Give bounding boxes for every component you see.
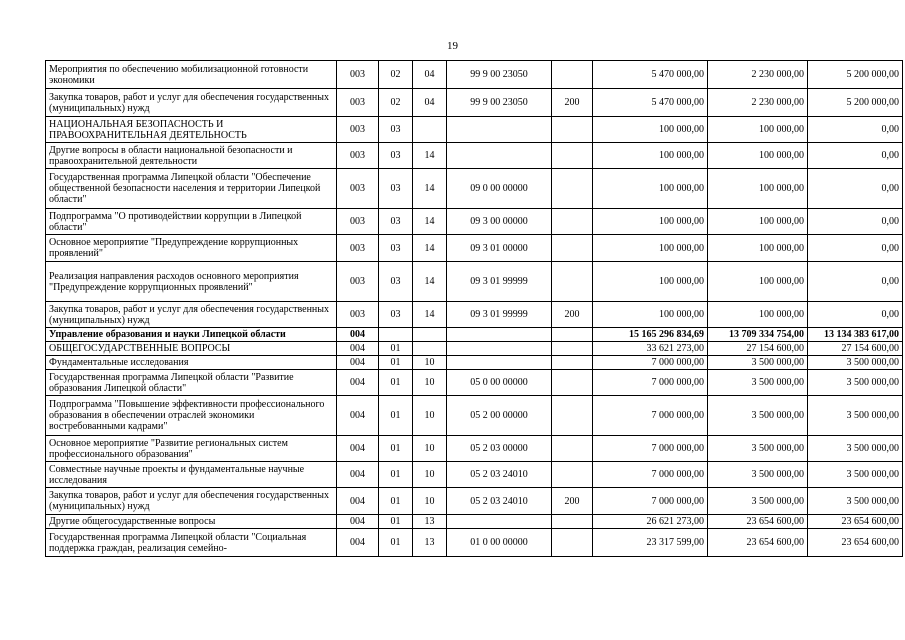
cell-pr <box>413 117 447 143</box>
cell-rz: 02 <box>379 61 413 89</box>
cell-sum-2019: 100 000,00 <box>593 302 708 328</box>
cell-sum-2021: 5 200 000,00 <box>808 89 903 117</box>
cell-rz: 01 <box>379 515 413 529</box>
cell-sum-2020: 2 230 000,00 <box>708 89 808 117</box>
cell-sum-2020: 23 654 600,00 <box>708 515 808 529</box>
cell-csr: 99 9 00 23050 <box>447 89 552 117</box>
cell-vr <box>552 143 593 169</box>
cell-gr: 003 <box>337 169 379 209</box>
cell-vr <box>552 529 593 557</box>
cell-gr: 004 <box>337 342 379 356</box>
cell-pr: 10 <box>413 370 447 396</box>
cell-sum-2021: 3 500 000,00 <box>808 396 903 436</box>
cell-sum-2021: 5 200 000,00 <box>808 61 903 89</box>
row-name: Подпрограмма "Повышение эффективности профессионального образования в обеспечении отраслей экономики востребованными кадрами" <box>46 396 337 436</box>
cell-sum-2019: 7 000 000,00 <box>593 488 708 515</box>
cell-gr: 004 <box>337 462 379 488</box>
row-name: Управление образования и науки Липецкой области <box>46 328 337 342</box>
table-row <box>46 169 903 209</box>
table-row <box>46 89 903 117</box>
cell-sum-2019: 100 000,00 <box>593 262 708 302</box>
row-name: Закупка товаров, работ и услуг для обеспечения государственных (муниципальных) нужд <box>46 89 337 117</box>
cell-pr: 13 <box>413 529 447 557</box>
table-row <box>46 436 903 462</box>
cell-sum-2021: 3 500 000,00 <box>808 356 903 370</box>
cell-vr <box>552 117 593 143</box>
cell-gr: 004 <box>337 488 379 515</box>
cell-vr <box>552 515 593 529</box>
cell-sum-2019: 15 165 296 834,69 <box>593 328 708 342</box>
cell-pr: 04 <box>413 89 447 117</box>
cell-rz: 03 <box>379 209 413 235</box>
table-row <box>46 356 903 370</box>
page-number: 19 <box>447 40 458 52</box>
cell-csr: 99 9 00 23050 <box>447 61 552 89</box>
row-name: Мероприятия по обеспечению мобилизационной готовности экономики <box>46 61 337 89</box>
cell-csr: 09 0 00 00000 <box>447 169 552 209</box>
cell-sum-2019: 23 317 599,00 <box>593 529 708 557</box>
row-name: Другие общегосударственные вопросы <box>46 515 337 529</box>
cell-sum-2021: 23 654 600,00 <box>808 529 903 557</box>
cell-vr <box>552 262 593 302</box>
row-name: Основное мероприятие "Предупреждение коррупционных проявлений" <box>46 235 337 262</box>
cell-sum-2020: 100 000,00 <box>708 209 808 235</box>
cell-sum-2020: 3 500 000,00 <box>708 436 808 462</box>
cell-csr: 09 3 00 00000 <box>447 209 552 235</box>
cell-rz: 01 <box>379 488 413 515</box>
row-name: Реализация направления расходов основного мероприятия "Предупреждение коррупционных проявлений" <box>46 262 337 302</box>
table-row <box>46 302 903 328</box>
cell-sum-2020: 100 000,00 <box>708 302 808 328</box>
cell-sum-2020: 100 000,00 <box>708 235 808 262</box>
cell-vr <box>552 169 593 209</box>
cell-pr: 10 <box>413 488 447 515</box>
cell-vr: 200 <box>552 488 593 515</box>
cell-csr: 05 2 03 00000 <box>447 436 552 462</box>
cell-gr: 004 <box>337 370 379 396</box>
cell-sum-2019: 7 000 000,00 <box>593 396 708 436</box>
cell-vr <box>552 356 593 370</box>
cell-rz: 03 <box>379 235 413 262</box>
cell-pr: 10 <box>413 356 447 370</box>
cell-rz: 01 <box>379 529 413 557</box>
cell-gr: 003 <box>337 61 379 89</box>
row-name: Государственная программа Липецкой области "Обеспечение общественной безопасности населения и территории Липецкой области" <box>46 169 337 209</box>
cell-gr: 003 <box>337 143 379 169</box>
cell-rz: 03 <box>379 143 413 169</box>
cell-sum-2021: 0,00 <box>808 209 903 235</box>
table-row <box>46 515 903 529</box>
table-row <box>46 117 903 143</box>
cell-sum-2019: 7 000 000,00 <box>593 436 708 462</box>
cell-csr: 01 0 00 00000 <box>447 529 552 557</box>
cell-gr: 003 <box>337 235 379 262</box>
cell-rz: 03 <box>379 302 413 328</box>
cell-sum-2021: 0,00 <box>808 302 903 328</box>
cell-csr <box>447 143 552 169</box>
cell-gr: 004 <box>337 328 379 342</box>
cell-vr <box>552 396 593 436</box>
cell-sum-2020: 100 000,00 <box>708 169 808 209</box>
table-row <box>46 328 903 342</box>
cell-sum-2020: 3 500 000,00 <box>708 396 808 436</box>
cell-csr: 05 2 00 00000 <box>447 396 552 436</box>
cell-sum-2021: 23 654 600,00 <box>808 515 903 529</box>
cell-pr: 10 <box>413 462 447 488</box>
cell-pr: 14 <box>413 143 447 169</box>
cell-rz: 01 <box>379 462 413 488</box>
cell-sum-2021: 0,00 <box>808 235 903 262</box>
row-name: Совместные научные проекты и фундаментальные научные исследования <box>46 462 337 488</box>
cell-rz <box>379 328 413 342</box>
cell-vr <box>552 370 593 396</box>
cell-gr: 003 <box>337 89 379 117</box>
cell-sum-2020: 3 500 000,00 <box>708 462 808 488</box>
cell-sum-2019: 100 000,00 <box>593 117 708 143</box>
cell-pr: 10 <box>413 436 447 462</box>
cell-sum-2020: 100 000,00 <box>708 143 808 169</box>
table-row <box>46 262 903 302</box>
table-row <box>46 462 903 488</box>
cell-gr: 004 <box>337 515 379 529</box>
cell-vr <box>552 342 593 356</box>
cell-vr: 200 <box>552 89 593 117</box>
cell-pr: 14 <box>413 302 447 328</box>
cell-gr: 004 <box>337 396 379 436</box>
row-name: Подпрограмма "О противодействии коррупции в Липецкой области" <box>46 209 337 235</box>
cell-sum-2019: 33 621 273,00 <box>593 342 708 356</box>
cell-gr: 003 <box>337 117 379 143</box>
cell-rz: 01 <box>379 356 413 370</box>
cell-rz: 01 <box>379 370 413 396</box>
cell-gr: 003 <box>337 262 379 302</box>
cell-sum-2020: 3 500 000,00 <box>708 370 808 396</box>
cell-csr: 09 3 01 99999 <box>447 302 552 328</box>
cell-sum-2021: 3 500 000,00 <box>808 436 903 462</box>
cell-rz: 03 <box>379 117 413 143</box>
row-name: ОБЩЕГОСУДАРСТВЕННЫЕ ВОПРОСЫ <box>46 342 337 356</box>
cell-pr: 04 <box>413 61 447 89</box>
cell-sum-2021: 0,00 <box>808 262 903 302</box>
cell-rz: 01 <box>379 342 413 356</box>
cell-pr: 14 <box>413 169 447 209</box>
cell-sum-2020: 100 000,00 <box>708 117 808 143</box>
cell-sum-2020: 3 500 000,00 <box>708 488 808 515</box>
cell-sum-2020: 13 709 334 754,00 <box>708 328 808 342</box>
table-row <box>46 143 903 169</box>
table-row <box>46 529 903 557</box>
cell-sum-2019: 100 000,00 <box>593 143 708 169</box>
cell-rz: 01 <box>379 436 413 462</box>
table-row <box>46 342 903 356</box>
cell-sum-2019: 100 000,00 <box>593 209 708 235</box>
cell-sum-2020: 2 230 000,00 <box>708 61 808 89</box>
cell-pr: 13 <box>413 515 447 529</box>
cell-vr <box>552 462 593 488</box>
cell-pr <box>413 342 447 356</box>
cell-csr <box>447 117 552 143</box>
cell-csr: 09 3 01 00000 <box>447 235 552 262</box>
cell-sum-2021: 0,00 <box>808 143 903 169</box>
cell-sum-2019: 100 000,00 <box>593 235 708 262</box>
cell-sum-2021: 3 500 000,00 <box>808 462 903 488</box>
cell-csr <box>447 515 552 529</box>
cell-csr: 05 2 03 24010 <box>447 488 552 515</box>
cell-csr <box>447 328 552 342</box>
cell-gr: 004 <box>337 356 379 370</box>
cell-csr: 05 0 00 00000 <box>447 370 552 396</box>
cell-pr: 14 <box>413 209 447 235</box>
cell-vr <box>552 209 593 235</box>
cell-sum-2020: 100 000,00 <box>708 262 808 302</box>
table-body <box>46 61 903 557</box>
row-name: Государственная программа Липецкой области "Развитие образования Липецкой области" <box>46 370 337 396</box>
cell-gr: 003 <box>337 302 379 328</box>
budget-table <box>45 60 903 557</box>
cell-rz: 03 <box>379 169 413 209</box>
cell-gr: 004 <box>337 436 379 462</box>
cell-sum-2019: 5 470 000,00 <box>593 89 708 117</box>
cell-vr <box>552 61 593 89</box>
table-row <box>46 61 903 89</box>
row-name: Фундаментальные исследования <box>46 356 337 370</box>
cell-pr <box>413 328 447 342</box>
cell-vr <box>552 436 593 462</box>
cell-sum-2021: 0,00 <box>808 169 903 209</box>
row-name: Закупка товаров, работ и услуг для обеспечения государственных (муниципальных) нужд <box>46 488 337 515</box>
row-name: Другие вопросы в области национальной безопасности и правоохранительной деятельности <box>46 143 337 169</box>
cell-csr <box>447 356 552 370</box>
table-row <box>46 370 903 396</box>
table-row <box>46 488 903 515</box>
row-name: Государственная программа Липецкой области "Социальная поддержка граждан, реализация семейно- <box>46 529 337 557</box>
cell-sum-2019: 26 621 273,00 <box>593 515 708 529</box>
cell-sum-2019: 7 000 000,00 <box>593 370 708 396</box>
cell-rz: 01 <box>379 396 413 436</box>
cell-csr <box>447 342 552 356</box>
cell-sum-2020: 23 654 600,00 <box>708 529 808 557</box>
row-name: НАЦИОНАЛЬНАЯ БЕЗОПАСНОСТЬ И ПРАВООХРАНИТЕЛЬНАЯ ДЕЯТЕЛЬНОСТЬ <box>46 117 337 143</box>
cell-sum-2019: 100 000,00 <box>593 169 708 209</box>
cell-sum-2021: 3 500 000,00 <box>808 370 903 396</box>
cell-sum-2019: 7 000 000,00 <box>593 356 708 370</box>
table-row <box>46 396 903 436</box>
cell-vr: 200 <box>552 302 593 328</box>
cell-sum-2020: 3 500 000,00 <box>708 356 808 370</box>
cell-sum-2021: 3 500 000,00 <box>808 488 903 515</box>
cell-pr: 14 <box>413 235 447 262</box>
cell-sum-2021: 13 134 383 617,00 <box>808 328 903 342</box>
cell-csr: 09 3 01 99999 <box>447 262 552 302</box>
cell-gr: 003 <box>337 209 379 235</box>
row-name: Закупка товаров, работ и услуг для обеспечения государственных (муниципальных) нужд <box>46 302 337 328</box>
cell-sum-2019: 7 000 000,00 <box>593 462 708 488</box>
cell-vr <box>552 235 593 262</box>
cell-sum-2019: 5 470 000,00 <box>593 61 708 89</box>
cell-vr <box>552 328 593 342</box>
table-row <box>46 209 903 235</box>
row-name: Основное мероприятие "Развитие региональных систем профессионального образования" <box>46 436 337 462</box>
cell-csr: 05 2 03 24010 <box>447 462 552 488</box>
cell-sum-2021: 27 154 600,00 <box>808 342 903 356</box>
cell-pr: 14 <box>413 262 447 302</box>
cell-gr: 004 <box>337 529 379 557</box>
cell-rz: 02 <box>379 89 413 117</box>
table-row <box>46 235 903 262</box>
cell-pr: 10 <box>413 396 447 436</box>
cell-rz: 03 <box>379 262 413 302</box>
cell-sum-2021: 0,00 <box>808 117 903 143</box>
cell-sum-2020: 27 154 600,00 <box>708 342 808 356</box>
